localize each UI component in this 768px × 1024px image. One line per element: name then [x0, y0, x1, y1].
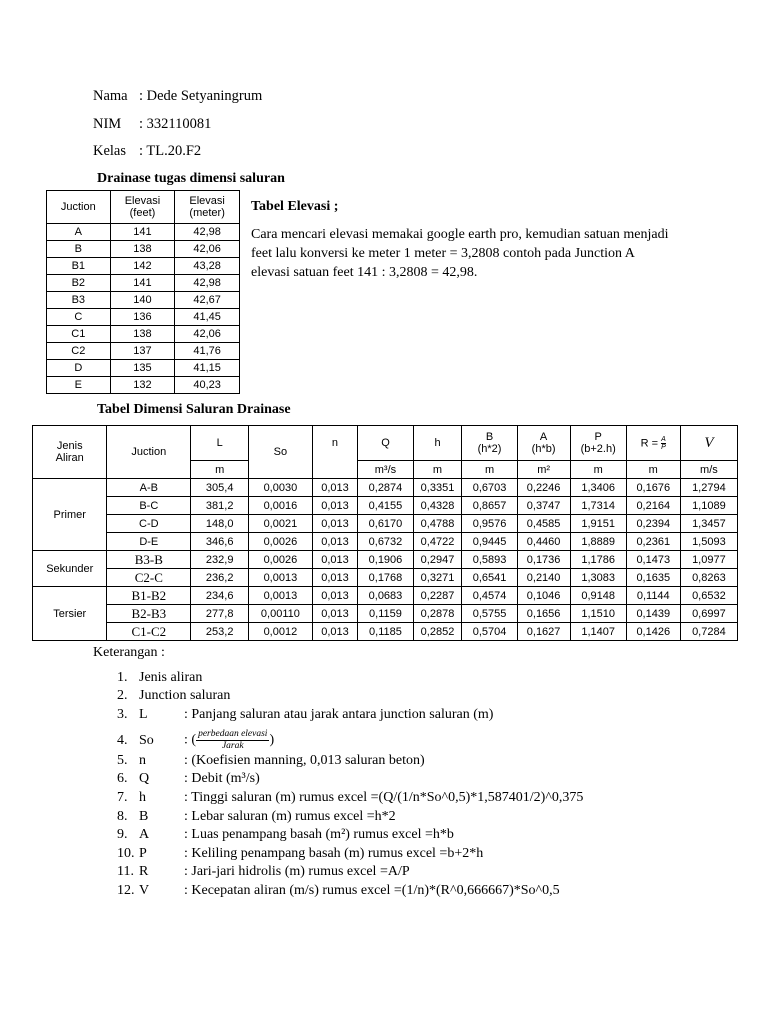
- col-n: n: [312, 426, 358, 461]
- table-row: [33, 479, 738, 497]
- dim-cell: 0,0026: [249, 533, 312, 551]
- legend-item: [117, 729, 274, 752]
- elev-cell: 41,76: [175, 343, 240, 360]
- legend-term: Junction saluran: [139, 688, 231, 703]
- dim-cell: 0,0683: [358, 587, 413, 605]
- dim-cell: 0,2164: [626, 497, 680, 515]
- legend-item: [117, 864, 410, 880]
- dim-cell: 0,4460: [517, 533, 570, 551]
- elev-cell: B1: [47, 258, 111, 275]
- col-V: V: [680, 426, 737, 461]
- dim-cell: 305,4: [191, 479, 249, 497]
- elev-cell: 141: [110, 275, 175, 292]
- dim-cell: D-E: [107, 533, 191, 551]
- dim-cell: 0,013: [312, 623, 358, 641]
- dim-cell: 0,7284: [680, 623, 737, 641]
- legend-term: Jenis aliran: [139, 670, 203, 685]
- elev-cell: 40,23: [175, 377, 240, 394]
- legend-item: [117, 753, 425, 769]
- dim-cell: 232,9: [191, 551, 249, 569]
- dim-cell: 277,8: [191, 605, 249, 623]
- legend-num: 3.: [117, 707, 128, 722]
- legend-item: [117, 883, 560, 899]
- table-row: [33, 605, 738, 623]
- dim-cell: 0,2947: [413, 551, 462, 569]
- dim-cell: 1,1786: [570, 551, 626, 569]
- elev-cell: 138: [110, 241, 175, 258]
- legend-desc: : (: [184, 732, 197, 748]
- dim-cell: 346,6: [191, 533, 249, 551]
- dim-cell: 1,8889: [570, 533, 626, 551]
- legend-term: h: [139, 790, 146, 805]
- unit-cell: m/s: [680, 461, 737, 479]
- elev-cell: 142: [110, 258, 175, 275]
- elev-row: [47, 360, 240, 377]
- elev-cell: 43,28: [175, 258, 240, 275]
- dim-cell: A-B: [107, 479, 191, 497]
- unit-cell: m: [462, 461, 517, 479]
- elev-cell: A: [47, 224, 111, 241]
- dim-cell: B-C: [107, 497, 191, 515]
- col-R-num: A: [661, 435, 666, 443]
- dim-cell: 0,1473: [626, 551, 680, 569]
- elevation-table: [46, 190, 240, 394]
- dim-cell: 0,1159: [358, 605, 413, 623]
- col-R-den: P: [661, 443, 666, 451]
- dim-cell: 0,1426: [626, 623, 680, 641]
- dim-cell: 1,1510: [570, 605, 626, 623]
- dimension-table-body: [33, 426, 738, 641]
- elev-header-row: [47, 191, 240, 224]
- unit-cell: m: [191, 461, 249, 479]
- dim-cell: 0,6703: [462, 479, 517, 497]
- dim-cell: 0,5755: [462, 605, 517, 623]
- elev-heading: Drainase tugas dimensi saluran: [97, 171, 285, 186]
- dim-cell: 1,3457: [680, 515, 737, 533]
- legend-desc: : Lebar saluran (m) rumus excel =h*2: [184, 809, 396, 824]
- so-fraction-den: Jarak: [221, 741, 244, 751]
- dim-cell: 0,1627: [517, 623, 570, 641]
- col-R: [626, 426, 680, 461]
- elev-cell: 42,06: [175, 326, 240, 343]
- dim-cell: 0,013: [312, 497, 358, 515]
- legend-num: 10.: [117, 846, 135, 861]
- table-row: [33, 533, 738, 551]
- legend-num: 12.: [117, 883, 135, 898]
- unit-cell: m²: [517, 461, 570, 479]
- dim-cell: 0,013: [312, 551, 358, 569]
- dim-cell: B2-B3: [107, 605, 191, 623]
- dim-cell: 0,1439: [626, 605, 680, 623]
- table-row: [33, 587, 738, 605]
- table-row: [33, 551, 738, 569]
- elev-cell: 42,98: [175, 275, 240, 292]
- dim-cell: 1,7314: [570, 497, 626, 515]
- legend-item: [117, 790, 583, 806]
- nama-value: : Dede Setyaningrum: [139, 88, 263, 104]
- legend-num: 7.: [117, 790, 128, 805]
- elev-cell: 137: [110, 343, 175, 360]
- dim-cell: 0,2852: [413, 623, 462, 641]
- dim-heading: Tabel Dimensi Saluran Drainase: [97, 402, 291, 417]
- dim-cell: B1-B2: [107, 587, 191, 605]
- elev-cell: 135: [110, 360, 175, 377]
- unit-cell: m: [626, 461, 680, 479]
- legend-desc: : Debit (m³/s): [184, 771, 260, 786]
- unit-cell: [312, 461, 358, 479]
- elev-cell: 41,45: [175, 309, 240, 326]
- dim-cell: 0,013: [312, 569, 358, 587]
- legend-desc: : Keliling penampang basah (m) rumus excel =b+2*h: [184, 846, 484, 861]
- elev-cell: E: [47, 377, 111, 394]
- dim-header-row: [33, 426, 738, 461]
- legend-term: P: [139, 846, 147, 861]
- dim-cell: 0,1144: [626, 587, 680, 605]
- legend-term: So: [139, 732, 154, 748]
- legend-term: V: [139, 883, 150, 898]
- dim-cell: 234,6: [191, 587, 249, 605]
- col-A: A (h*b): [517, 426, 570, 461]
- legend-desc: : Kecepatan aliran (m/s) rumus excel =(1/n)*(R^0,666667)*So^0,5: [184, 883, 560, 898]
- elev-row: [47, 275, 240, 292]
- dim-cell: 1,9151: [570, 515, 626, 533]
- dim-cell: 0,4722: [413, 533, 462, 551]
- dim-cell: 0,2878: [413, 605, 462, 623]
- dim-cell: 381,2: [191, 497, 249, 515]
- legend-term: R: [139, 864, 149, 879]
- elev-row: [47, 326, 240, 343]
- col-R-fraction: [661, 436, 666, 451]
- dim-cell: 0,2394: [626, 515, 680, 533]
- dim-cell: C2-C: [107, 569, 191, 587]
- elev-cell: 132: [110, 377, 175, 394]
- dim-cell: 0,0026: [249, 551, 312, 569]
- dim-cell: 0,6732: [358, 533, 413, 551]
- nim-label: NIM: [93, 116, 122, 132]
- elev-row: [47, 377, 240, 394]
- dim-cell: 0,1185: [358, 623, 413, 641]
- elev-cell: 42,67: [175, 292, 240, 309]
- elev-header-cell: Elevasi (feet): [110, 191, 175, 224]
- dim-cell: 0,1906: [358, 551, 413, 569]
- col-jenis-aliran: Jenis Aliran: [33, 426, 107, 479]
- legend-item: [117, 688, 230, 704]
- group-name-cell: Sekunder: [33, 551, 107, 587]
- legend-term: n: [139, 753, 146, 768]
- legend-item: [117, 827, 454, 843]
- keterangan-title: Keterangan :: [93, 645, 165, 660]
- elev-cell: 138: [110, 326, 175, 343]
- legend-term: L: [139, 707, 148, 722]
- table-row: [33, 497, 738, 515]
- dim-cell: 0,1768: [358, 569, 413, 587]
- dim-cell: 0,2874: [358, 479, 413, 497]
- elev-cell: 41,15: [175, 360, 240, 377]
- legend-desc: : Tinggi saluran (m) rumus excel =(Q/(1/n*So^0,5)*1,587401/2)^0,375: [184, 790, 584, 805]
- elev-header-cell: Juction: [47, 191, 111, 224]
- elev-cell: C: [47, 309, 111, 326]
- legend-term: Q: [139, 771, 150, 786]
- dim-cell: 0,4574: [462, 587, 517, 605]
- legend-item: [117, 707, 493, 723]
- dim-cell: 0,1635: [626, 569, 680, 587]
- dim-cell: 0,5704: [462, 623, 517, 641]
- dim-cell: 1,5093: [680, 533, 737, 551]
- dim-cell: 0,0030: [249, 479, 312, 497]
- legend-item: [117, 846, 483, 862]
- info-kelas: [93, 143, 201, 160]
- col-juction: Juction: [107, 426, 191, 479]
- so-fraction: [196, 729, 269, 752]
- elev-row: [47, 241, 240, 258]
- dim-cell: 0,3271: [413, 569, 462, 587]
- dim-cell: 0,1736: [517, 551, 570, 569]
- tabel-elevasi-title: Tabel Elevasi ;: [251, 199, 339, 214]
- dim-cell: 0,013: [312, 587, 358, 605]
- info-nama: [93, 88, 262, 105]
- dim-cell: 0,3747: [517, 497, 570, 515]
- dim-cell: 0,2140: [517, 569, 570, 587]
- table-row: [33, 623, 738, 641]
- elev-cell: 136: [110, 309, 175, 326]
- col-h: h: [413, 426, 462, 461]
- col-P: P (b+2.h): [570, 426, 626, 461]
- dim-cell: 0,00110: [249, 605, 312, 623]
- legend-num: 2.: [117, 688, 128, 703]
- kelas-label: Kelas: [93, 143, 127, 159]
- legend-desc: : Jari-jari hidrolis (m) rumus excel =A/P: [184, 864, 410, 879]
- legend-item: [117, 771, 260, 787]
- dimension-table: [32, 425, 738, 641]
- legend-term: B: [139, 809, 149, 824]
- col-L: L: [191, 426, 249, 461]
- dim-cell: 0,6541: [462, 569, 517, 587]
- elev-cell: 141: [110, 224, 175, 241]
- elev-cell: B: [47, 241, 111, 258]
- group-name-cell: Tersier: [33, 587, 107, 641]
- elev-row: [47, 309, 240, 326]
- elevation-table-body: [47, 191, 240, 394]
- dim-cell: 1,3083: [570, 569, 626, 587]
- legend-num: 4.: [117, 732, 128, 748]
- dim-cell: 0,2246: [517, 479, 570, 497]
- col-So: So: [249, 426, 312, 479]
- legend-desc: : Luas penampang basah (m²) rumus excel =h*b: [184, 827, 454, 842]
- dim-cell: C-D: [107, 515, 191, 533]
- dim-cell: 0,2361: [626, 533, 680, 551]
- col-Q: Q: [358, 426, 413, 461]
- elev-row: [47, 292, 240, 309]
- unit-cell: m: [413, 461, 462, 479]
- dim-cell: 1,3406: [570, 479, 626, 497]
- elev-row: [47, 224, 240, 241]
- dim-cell: 0,013: [312, 533, 358, 551]
- nama-label: Nama: [93, 88, 128, 104]
- elev-cell: B3: [47, 292, 111, 309]
- dim-cell: 0,1046: [517, 587, 570, 605]
- legend-num: 1.: [117, 670, 128, 685]
- dim-cell: 0,013: [312, 605, 358, 623]
- dim-cell: 0,0021: [249, 515, 312, 533]
- dim-cell: 0,0012: [249, 623, 312, 641]
- dim-cell: 0,6532: [680, 587, 737, 605]
- dim-cell: 0,1656: [517, 605, 570, 623]
- dim-cell: 0,6997: [680, 605, 737, 623]
- dim-cell: C1-C2: [107, 623, 191, 641]
- dim-cell: 1,2794: [680, 479, 737, 497]
- dim-cell: 236,2: [191, 569, 249, 587]
- dim-cell: 1,1407: [570, 623, 626, 641]
- legend-num: 6.: [117, 771, 128, 786]
- dim-cell: 253,2: [191, 623, 249, 641]
- col-B: B (h*2): [462, 426, 517, 461]
- dim-cell: 0,9576: [462, 515, 517, 533]
- nim-value: : 332110081: [139, 116, 212, 132]
- dim-cell: 1,1089: [680, 497, 737, 515]
- dim-cell: 0,4155: [358, 497, 413, 515]
- dim-cell: 0,4328: [413, 497, 462, 515]
- dim-cell: 0,013: [312, 479, 358, 497]
- legend-num: 11.: [117, 864, 134, 879]
- elev-row: [47, 343, 240, 360]
- group-name-cell: Primer: [33, 479, 107, 551]
- so-close: ): [269, 732, 275, 748]
- dim-cell: 0,0016: [249, 497, 312, 515]
- so-fraction-num: perbedaan elevasi: [198, 729, 268, 739]
- dim-cell: 0,3351: [413, 479, 462, 497]
- tabel-elevasi-text: Cara mencari elevasi memakai google earth pro, kemudian satuan menjadi feet lalu konversi ke meter 1 meter = 3,2808 contoh pada Junction A elevasi satuan feet 141 : 3,2808 = 42,98.: [251, 227, 669, 280]
- dim-cell: 0,8263: [680, 569, 737, 587]
- dim-cell: 0,8657: [462, 497, 517, 515]
- dim-cell: B3-B: [107, 551, 191, 569]
- col-R-prefix: R =: [640, 436, 659, 449]
- dim-cell: 0,4585: [517, 515, 570, 533]
- dim-cell: 0,6170: [358, 515, 413, 533]
- dim-cell: 0,2287: [413, 587, 462, 605]
- dim-cell: 148,0: [191, 515, 249, 533]
- elev-cell: C1: [47, 326, 111, 343]
- elev-header-cell: Elevasi (meter): [175, 191, 240, 224]
- elev-cell: D: [47, 360, 111, 377]
- info-nim: [93, 116, 211, 133]
- dim-cell: 0,013: [312, 515, 358, 533]
- elev-cell: 140: [110, 292, 175, 309]
- elev-row: [47, 258, 240, 275]
- legend-num: 5.: [117, 753, 128, 768]
- dim-cell: 0,9148: [570, 587, 626, 605]
- legend-item: [117, 809, 396, 825]
- legend-item: [117, 670, 202, 686]
- legend-desc: : Panjang saluran atau jarak antara junction saluran (m): [184, 707, 494, 722]
- legend-term: A: [139, 827, 150, 842]
- legend-num: 9.: [117, 827, 128, 842]
- table-row: [33, 569, 738, 587]
- elev-cell: 42,98: [175, 224, 240, 241]
- unit-cell: m³/s: [358, 461, 413, 479]
- dim-cell: 0,0013: [249, 569, 312, 587]
- table-row: [33, 515, 738, 533]
- dim-cell: 0,5893: [462, 551, 517, 569]
- elev-cell: C2: [47, 343, 111, 360]
- elev-cell: B2: [47, 275, 111, 292]
- legend-num: 8.: [117, 809, 128, 824]
- dim-cell: 1,0977: [680, 551, 737, 569]
- unit-cell: m: [570, 461, 626, 479]
- legend-desc: : (Koefisien manning, 0,013 saluran beton): [184, 753, 425, 768]
- dim-cell: 0,4788: [413, 515, 462, 533]
- kelas-value: : TL.20.F2: [139, 143, 202, 159]
- elev-cell: 42,06: [175, 241, 240, 258]
- dim-cell: 0,0013: [249, 587, 312, 605]
- dim-cell: 0,9445: [462, 533, 517, 551]
- dim-cell: 0,1676: [626, 479, 680, 497]
